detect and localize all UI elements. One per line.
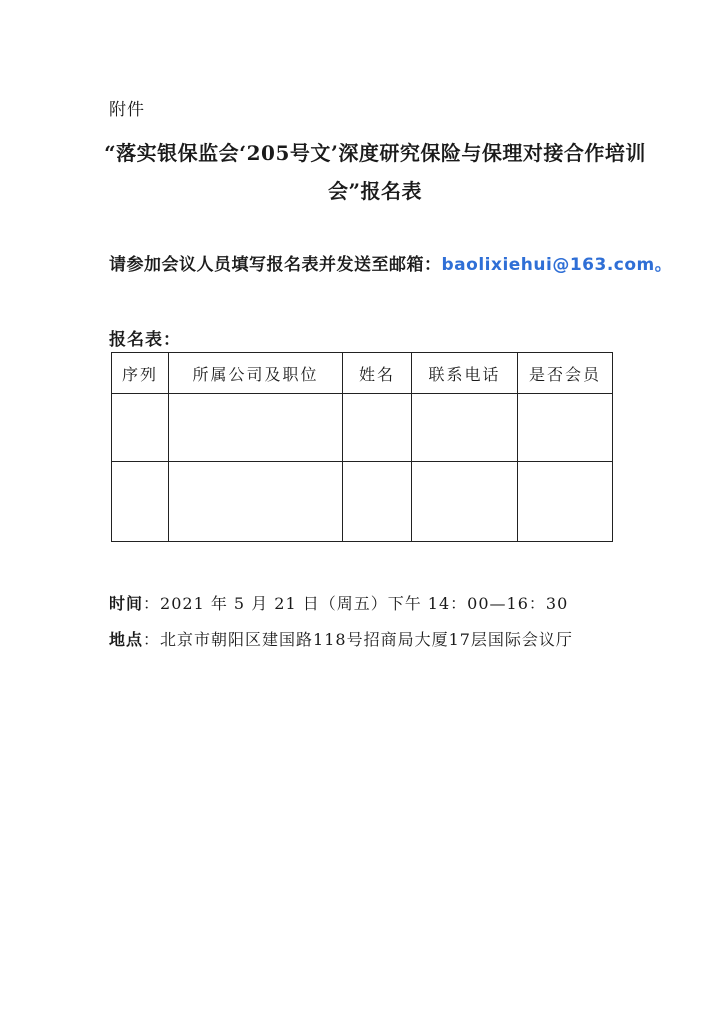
- table-row: [112, 462, 613, 542]
- registration-table: [111, 352, 613, 542]
- header-company-position: 所属公司及职位: [169, 353, 343, 394]
- email-link[interactable]: baolixiehui@163.com: [441, 255, 655, 275]
- document-title-line-1: “落实银保监会‘205号文’深度研究保险与保理对接合作培训: [104, 141, 646, 165]
- table-cell[interactable]: [343, 394, 412, 462]
- table-cell[interactable]: [412, 462, 518, 542]
- table-cell[interactable]: [343, 462, 412, 542]
- document-title-line-2: 会”报名表: [327, 179, 422, 203]
- table-cell[interactable]: [112, 394, 169, 462]
- table-cell[interactable]: [518, 394, 613, 462]
- table-row: [112, 394, 613, 462]
- place-value: 北京市朝阳区建国路118号招商局大厦17层国际会议厅: [160, 630, 573, 649]
- time-colon: ：: [143, 594, 161, 613]
- table-cell[interactable]: [169, 394, 343, 462]
- table-cell[interactable]: [412, 394, 518, 462]
- time-label: 时间: [109, 594, 144, 613]
- table-cell[interactable]: [518, 462, 613, 542]
- submission-notice: [109, 250, 672, 275]
- place-label: 地点: [109, 630, 144, 649]
- form-label: 报名表：: [109, 330, 181, 350]
- meeting-location: [109, 627, 573, 650]
- table-header-row: [112, 353, 613, 394]
- header-member: 是否会员: [518, 353, 613, 394]
- notice-text: 请参加会议人员填写报名表并发送至邮箱：: [109, 255, 442, 275]
- header-name: 姓名: [343, 353, 412, 394]
- table-cell[interactable]: [112, 462, 169, 542]
- header-phone: 联系电话: [412, 353, 518, 394]
- place-colon: ：: [143, 630, 161, 649]
- attachment-label: 附件: [109, 100, 145, 120]
- header-serial: 序列: [112, 353, 169, 394]
- meeting-time: [109, 591, 568, 614]
- notice-end: 。: [654, 255, 673, 275]
- time-value: 2021 年 5 月 21 日（周五）下午 14：00—16：30: [160, 594, 569, 613]
- table-cell[interactable]: [169, 462, 343, 542]
